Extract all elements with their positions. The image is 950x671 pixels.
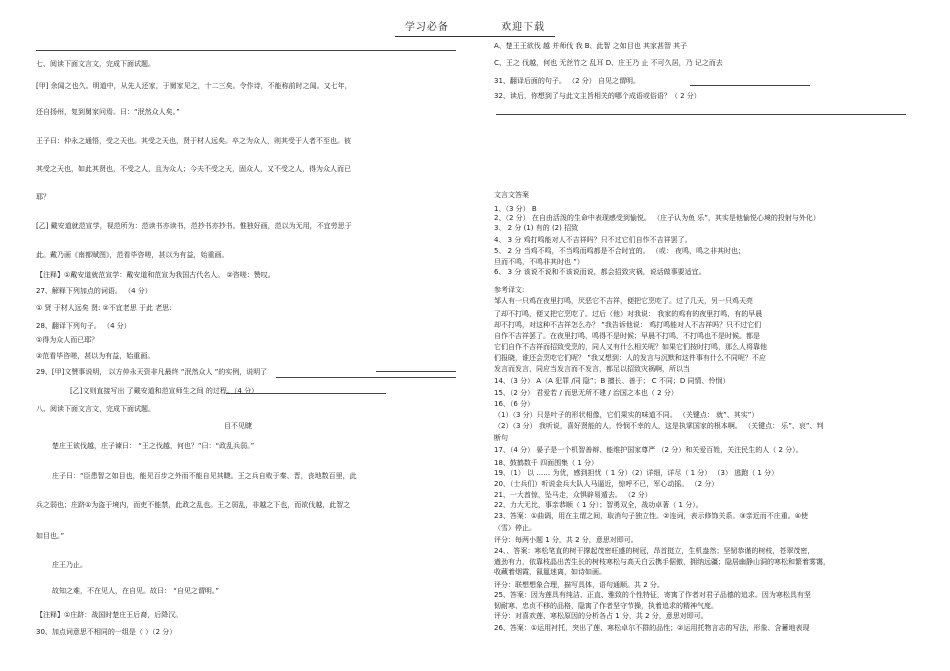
right-line: 25、答案：因为莲具有纯洁、正直、雅致的个性特征，寄寓了作者对君子品德的追求。因为寒松具有坚 [494, 591, 811, 599]
left-line: 耶？ [36, 193, 50, 201]
left-line: 28、翻译下列句子。 （4 分） [36, 322, 131, 330]
right-line: 19、（1） 以 …… 为优，感到担忧（ 1 分）（2）详细，详尽（ 1 分） （3） 逃跑（ 1 分） [494, 469, 779, 477]
right-line: 26、答案：①运用衬托，突出了莲、寒松卓尔不群的品性；②运用托物言志的写法，形象、含蓄地表现 [494, 624, 810, 632]
right-line: 发言而发言，同应当发言而不发言，都足以招致灾祸啊，所以当 [494, 365, 690, 373]
right-line: 31、翻译后面的句子。 （2 分） 自见之谓明。 [494, 77, 641, 85]
answer-blank-rule [36, 50, 456, 51]
right-line: 遒劲有力，依靠枝晶出苦生长的树枝寒松与高天白云携手倨傲，拥纳远疆；隐居幽静山洞的寒松和繁着雾霭， [494, 558, 830, 566]
right-line: 21、一大酋惊，坠马走，众惧辟易遁去。 （2 分） [494, 491, 652, 499]
right-line: C、王之 伐越，何也 无丝竹之 乱耳 D、庄王乃 止 不可久居，乃 记之而去 [494, 59, 723, 67]
header-right: 欢迎下载 [501, 22, 546, 33]
left-line: ① 贤 于材人远矣 贤: ②不宜老思 于此 老思: [36, 304, 172, 312]
right-line: 6、 3 分 该说不说和不该说而说，都会招致灾祸，说话做事要适宜。 [494, 268, 706, 276]
right-line: （2）（3 分） 我听说，喜好贤能的人，怜悯不幸的人，这是执掌国家的根本啊。 （关键点： 乐”、哀”、判 [494, 422, 824, 430]
right-line: 2、（2 分） 在自由活泼的生命中表现感受到愉悦。 （庄子认为鱼 乐”，其实是他愉悦心境的投射与外化） [494, 214, 820, 222]
left-line: 庄子曰：“臣患智之如目也，能见百步之外而不能自见其睫。王之兵自败于秦、晋，丧地数百里，此 [52, 472, 357, 480]
right-line: 15、（2 分） 君爱若 / 而思无所不建 / 治国之本也（ 2 分） [494, 389, 678, 397]
left-line: 29、[甲]文赞事说明， 以方仲永天资非凡最终 “泯然众人 ”的实例，说明了 [36, 368, 268, 376]
left-line: 【注释】①戴安道就范宣学：戴安道和范宣为我国古代名人。 ②咨嗟：赞叹。 [36, 271, 275, 279]
left-line: 七、阅读下面文言文，完成下面试题。 [36, 60, 155, 68]
right-line: 4、 3 分 鸡打鸣能对人不吉祥吗？只不过它们自作不吉祥罢了。 [494, 236, 692, 244]
right-line: 韧耐寒、忠贞不移的品格，隐寓了作者坚守节操，执着追求的精神气度。 [494, 602, 718, 610]
right-line: 参考译文: [494, 286, 525, 294]
left-line: 【注释】①庄跻：战国时楚庄王后裔，后降汉。 [36, 611, 183, 619]
answer-blank-rule [496, 114, 906, 115]
right-line: 它们自作不吉祥而招致受烹的，同人又有什么相关呢？如果它们按时打鸣，那么人将靠他 [494, 343, 767, 351]
right-line: 24、、答案：寒松笔直的树干撑起茂密旺盛的树冠，昂首挺立，生机盎然；坚韧恭谨的树枝，苍翠茂密， [494, 547, 815, 555]
left-line: 27、解释下列加点的词语。 （4 分） [36, 287, 152, 295]
left-line: 30、加点词意思不相同的一组是（ ）（2 分） [36, 628, 177, 636]
right-line: 们报晓，谁还会烹吃它们呢？ ”我又想到：人的发言与沉默和这件事有什么不同呢？不应 [494, 354, 766, 362]
left-line: 故知之难，不在见人，在自见。故曰： “自见之谓明。” [52, 587, 219, 595]
right-line: 32、读后，你想到了与此文主旨相关的哪个成语或俗语？（ 2 分） [494, 92, 701, 100]
right-line: 邹人有一只鸡在夜里打鸣，厌恶它不吉祥，便把它烹吃了。过了几天，另一只鸡天亮 [494, 297, 753, 305]
right-line: 18、鼓鹤数千 四面围集（ 1 分） [494, 459, 599, 467]
right-line: 评分：每两小题 1 分，共 2 分，意思对即可。 [494, 536, 638, 544]
answer-blank-rule [226, 393, 386, 394]
page-header [0, 22, 950, 35]
right-line: 了却不打鸣，便又把它烹吃了。过后（他）对我说： 我家的鸡有的夜里打鸣，有的早晨 [494, 310, 763, 318]
right-line: （1）（3 分）只是叶子的形状相像，它们果实的味道不同。 （关键点： 就”、其实”） [494, 411, 759, 419]
left-line: 其受之天也，如此其贤也，不受之人，且为众人；今夫不受之天，固众人，又不受之人，得为众人而已 [36, 165, 351, 173]
left-line: 八、阅读下面文言文，完成下面试题。 [36, 405, 155, 413]
left-line: 庄王乃止。 [52, 561, 87, 569]
right-line: 文言文答案 [494, 191, 529, 199]
right-line: 收藏着烟霞，氤氲迷离，如诗如画。 [494, 568, 606, 576]
left-line: 如目也。” [36, 532, 65, 540]
answer-blank-rule [376, 371, 456, 372]
left-line: [乙] 戴安道就范宣学，视范所为：范读书亦读书，范抄书亦抄书。惟独好画，范以为无用，不宜劳思于 [36, 222, 352, 230]
right-line: 旦而不鸣，不鸣非其时也 ”） [494, 258, 584, 266]
answer-blank-rule [690, 85, 810, 86]
right-line: 14、（3 分） A（A 犯罪 /同 隐”；B 擅长、善于； C 不同；D 同情、怜悯） [494, 377, 730, 385]
left-line: 此。戴乃画《南都赋图》，范看毕咨嗟，甚以为有益，始重画。 [36, 251, 229, 259]
right-line: 3、 2 分 (1) 有的 (2) 招致 [494, 224, 579, 232]
answer-blank-rule [276, 377, 456, 378]
left-line: [乙]文则直接写出 了戴安道和范宣师生之间 的过程。（4 分） [70, 387, 259, 395]
right-line: 20、（士兵们）听说金兵大队人马逼近，惊呼不已，军心动摇。 （2 分） [494, 480, 719, 488]
right-line: 评分：联想想象合理，描写具体，语句通顺。共 2 分。 [494, 581, 664, 589]
right-line: A、楚王王欲伐 越 并师伐 我 B、此智 之如目也 其家甚智 其子 [494, 42, 688, 50]
right-line: 23、答案：①曲调，用在主谓之间，取消句子独立性。②连词，表示修饰关系。③亲近而不庄重。④使 [494, 512, 809, 520]
right-line: （雪）停止。 [494, 524, 536, 532]
right-line: 5、 2 分 当鸡不鸣，不当鸣而鸣都是不合时宜的。 （或： 夜鸣，鸣之非其时也； [494, 247, 746, 255]
right-line: 自作不吉祥罢了。在夜里打鸣，鸣得不是时候；早晨不打鸣，不打鸣也不是时候。都是 [494, 332, 760, 340]
right-line: 16、（6 分） [494, 400, 535, 408]
right-line: 1、（3 分） B [494, 205, 537, 213]
right-line: 17、（4 分） 晏子是一个机智善辩、能维护国家尊严 （2 分）和关爱百姓，关注民生的人（ 2 分）。 [494, 446, 803, 454]
right-line: 却不打鸣，对这种不吉祥怎么办？ ”我告诉他说： 鸡打鸣能对人不吉祥吗？只不过它们 [494, 321, 762, 329]
left-line: 楚庄王欲伐越，庄子谏曰： “王之伐越，何也？”曰：“政乱兵弱。” [52, 442, 255, 450]
left-line: 还自扬州，复到舅家问焉。曰：“泯然众人矣。” [36, 108, 180, 116]
left-line: 目不见睫 [224, 422, 252, 430]
left-line: 王子曰：仲永之通悟，受之天也。其受之天也，贤于材人远矣。卒之为众人，则其受于人者不至也。彼 [36, 137, 351, 145]
right-line: 评分：对喜欢莲、寒松原因的分析各占 1 分，共 2 分，意思对即可。 [494, 612, 708, 620]
left-line: ②范看毕咨嗟，甚以为有益，始重画。 [36, 352, 155, 360]
left-line: 兵之弱也；庄跻①为盗于境内，而吏不能禁，此政之乱也。王之弱乱，非越之下也，而欲伐越，此智之 [36, 501, 351, 509]
header-rule [395, 36, 555, 37]
right-line: 22、力大无比，事亲恭顺（ 1 分）；智勇双全，战功卓著（ 1 分）。 [494, 501, 703, 509]
header-left: 学习必备 [404, 22, 449, 33]
left-line: ①得为众人而已耶？ [36, 336, 99, 344]
left-line: [甲] 余闻之也久。明道中，从先人还家，于舅家见之，十二三矣。令作诗，不能称前时之闻。又七年， [36, 82, 352, 90]
right-line: 断句 [494, 434, 508, 442]
